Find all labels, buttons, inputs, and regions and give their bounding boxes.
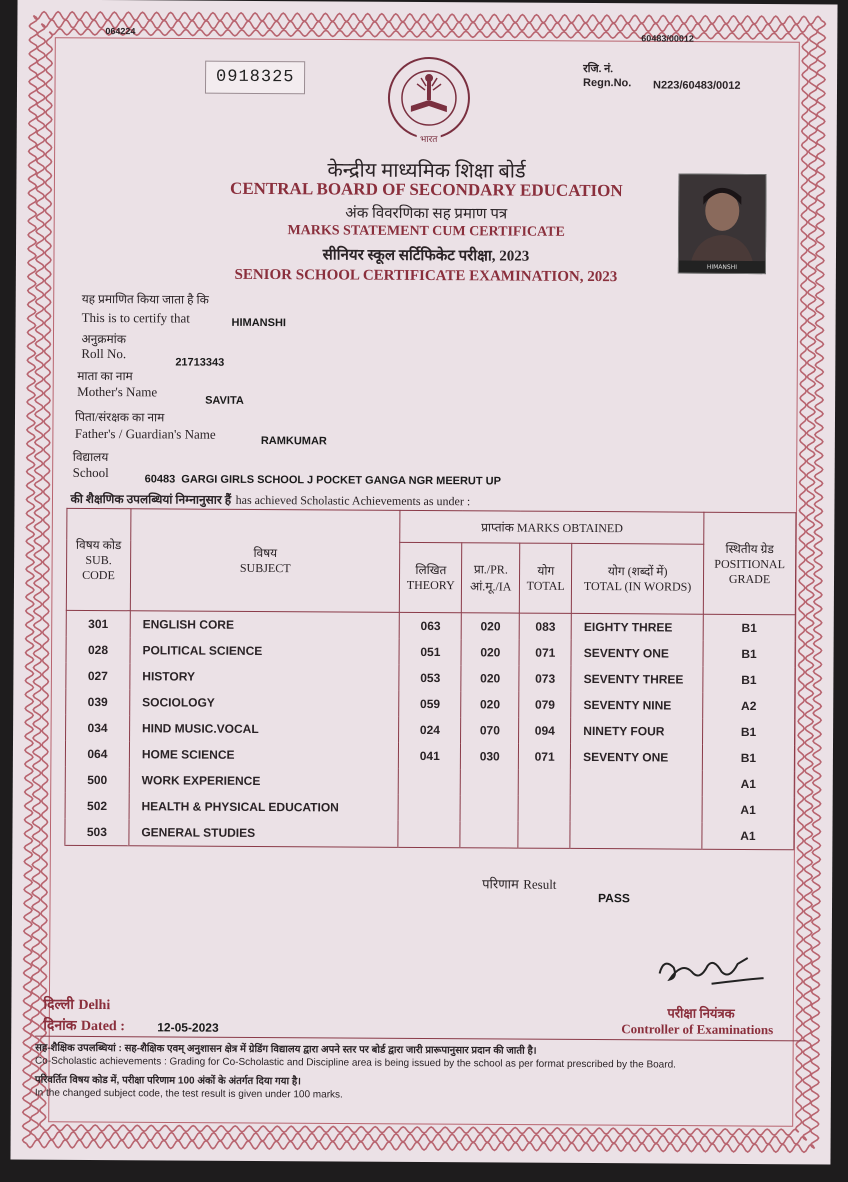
note-1-hi: सह-शैक्षिक उपलब्धियां : सह-शैक्षिक एवम् अनुशासन क्षेत्र में ग्रेडिंग विद्यालय द्वारा अपने स्तर पर बोर्ड द्वारा जारी प्रारूपानुसार प्रदान की जाती है।	[35, 1042, 537, 1057]
exam-title-hindi: सीनियर स्कूल सर्टिफिकेट परीक्षा, 2023	[322, 247, 530, 265]
subject-name: SOCIOLOGY	[130, 689, 400, 717]
subject-name: WORK EXPERIENCE	[129, 767, 399, 795]
subject-code: 027	[66, 663, 130, 689]
subject-name: HIND MUSIC.VOCAL	[129, 715, 399, 743]
school-label-en: School	[72, 464, 109, 481]
school-name: 60483 GARGI GIRLS SCHOOL J POCKET GANGA NGR MEERUT UP	[144, 473, 501, 488]
theory-marks	[398, 821, 460, 847]
place: दिल्ली Delhi	[43, 997, 111, 1014]
photo-caption: HIMANSHI	[706, 263, 738, 271]
subject-code: 301	[66, 610, 130, 637]
student-photo	[678, 174, 767, 275]
mother-name: SAVITA	[205, 394, 244, 407]
positional-grade: B1	[703, 719, 795, 746]
board-name-hindi: केन्द्रीय माध्यमिक शिक्षा बोर्ड	[327, 159, 526, 183]
subject-code: 034	[66, 715, 130, 741]
subject-code: 028	[66, 637, 130, 663]
total-marks: 071	[519, 743, 571, 769]
positional-grade: A1	[702, 797, 794, 824]
achievement-hi: की शैक्षणिक उपलब्धियां निम्नानुसार हैं	[70, 491, 232, 507]
header-subject: विषय SUBJECT	[130, 509, 400, 612]
total-in-words	[570, 822, 702, 849]
subject-name: ENGLISH CORE	[130, 610, 400, 638]
mother-label-en: Mother's Name	[77, 383, 158, 400]
positional-grade: B1	[703, 667, 795, 694]
total-marks: 079	[519, 691, 571, 717]
doc-title-hindi: अंक विवरणिका सह प्रमाण पत्र	[345, 205, 508, 223]
subject-name: HEALTH & PHYSICAL EDUCATION	[129, 793, 399, 821]
total-marks	[518, 821, 570, 847]
roll-label-hi: अनुक्रमांक	[81, 331, 127, 347]
serial-number: 0918325	[205, 61, 306, 95]
header-positional-grade: स्थितीय ग्रेड POSITIONAL GRADE	[703, 512, 796, 614]
note-1-en: Co-Scholastic achievements : Grading for Co-Scholastic and Discipline area is being issued by the school as per format prescribed by the Board.	[35, 1055, 676, 1071]
total-marks: 071	[519, 639, 571, 665]
theory-marks	[398, 795, 460, 821]
achievement-statement	[70, 490, 470, 510]
regn-number: N223/60483/0012	[653, 79, 741, 92]
practical-marks	[460, 821, 518, 847]
subject-code: 503	[65, 819, 129, 845]
total-in-words: SEVENTY NINE	[571, 692, 703, 719]
issue-date: 12-05-2023	[157, 1020, 219, 1035]
marks-table	[64, 508, 796, 850]
subject-code: 064	[65, 741, 129, 767]
practical-marks: 020	[461, 665, 519, 691]
roll-label-en: Roll No.	[81, 345, 127, 362]
result-label: परिणाम Result	[482, 876, 557, 892]
total-marks: 073	[519, 665, 571, 691]
note-2-en: In the changed subject code, the test result is given under 100 marks.	[34, 1087, 343, 1101]
theory-marks: 024	[399, 717, 461, 743]
header-marks-obtained: प्राप्तांक MARKS OBTAINED	[400, 510, 704, 543]
total-in-words: SEVENTY THREE	[571, 666, 703, 693]
right-code: 60483/00012	[641, 33, 694, 44]
date-label: दिनांक Dated :	[43, 1018, 125, 1035]
practical-marks: 020	[461, 612, 519, 639]
theory-marks	[399, 769, 461, 795]
exam-title-english: SENIOR SCHOOL CERTIFICATE EXAMINATION, 2023	[234, 266, 618, 286]
cbse-emblem	[381, 54, 478, 151]
practical-marks: 020	[461, 691, 519, 717]
subject-name: GENERAL STUDIES	[129, 819, 399, 847]
father-label-hi: पिता/संरक्षक का नाम	[74, 409, 165, 425]
total-in-words: SEVENTY ONE	[571, 640, 703, 667]
theory-marks: 059	[399, 691, 461, 717]
roll-number: 21713343	[175, 356, 225, 369]
positional-grade: B1	[703, 614, 795, 641]
achievement-en: has achieved Scholastic Achievements as under :	[235, 492, 471, 509]
subject-code: 502	[65, 793, 129, 819]
total-marks	[518, 795, 570, 821]
total-marks	[518, 769, 570, 795]
note-2-hi: परिवर्तित विषय कोड में, परीक्षा परिणाम 100 अंकों के अंतर्गत दिया गया है।	[34, 1074, 301, 1088]
regn-label-hi: रजि. नं.	[583, 62, 614, 76]
practical-marks: 020	[461, 639, 519, 665]
total-in-words: NINETY FOUR	[571, 718, 703, 745]
total-marks: 083	[519, 613, 571, 640]
positional-grade: A1	[702, 771, 794, 798]
subject-code: 500	[65, 767, 129, 793]
controller-title-hi: परीक्षा नियंत्रक	[667, 1005, 735, 1021]
left-code: 064224	[105, 26, 136, 37]
positional-grade: A1	[702, 823, 794, 850]
positional-grade: A2	[703, 693, 795, 720]
header-total-words: योग (शब्दों में) TOTAL (IN WORDS)	[572, 543, 704, 614]
certify-label-hi: यह प्रमाणित किया जाता है कि	[81, 291, 209, 307]
practical-marks: 070	[461, 717, 519, 743]
header-practical: प्रा./PR. आं.मू./IA	[462, 542, 520, 612]
subject-name: HISTORY	[130, 663, 400, 691]
practical-marks	[460, 795, 518, 821]
total-in-words	[570, 796, 702, 823]
practical-marks	[461, 769, 519, 795]
theory-marks: 063	[400, 612, 462, 639]
header-total: योग TOTAL	[520, 543, 572, 613]
school-label-hi: विद्यालय	[72, 449, 109, 465]
result-value: PASS	[598, 891, 630, 906]
doc-title-english: MARKS STATEMENT CUM CERTIFICATE	[287, 223, 565, 240]
positional-grade: B1	[703, 641, 795, 668]
positional-grade: B1	[702, 745, 794, 772]
header-sub-code: विषय कोड SUB. CODE	[66, 508, 131, 610]
total-in-words	[570, 770, 702, 797]
father-label-en: Father's / Guardian's Name	[74, 425, 216, 442]
board-name-english: CENTRAL BOARD OF SECONDARY EDUCATION	[230, 178, 623, 201]
header-theory: लिखित THEORY	[400, 542, 462, 612]
father-name: RAMKUMAR	[260, 435, 327, 448]
regn-label-en: Regn.No.	[583, 76, 632, 90]
controller-title-en: Controller of Examinations	[621, 1021, 774, 1038]
mother-label-hi: माता का नाम	[77, 368, 133, 384]
total-in-words: EIGHTY THREE	[571, 613, 703, 640]
subject-code: 039	[66, 689, 130, 715]
subject-name: HOME SCIENCE	[129, 741, 399, 769]
emblem-bottom-text: भारत	[419, 134, 438, 146]
total-in-words: SEVENTY ONE	[571, 744, 703, 771]
controller-signature	[651, 943, 771, 999]
theory-marks: 053	[399, 665, 461, 691]
theory-marks: 041	[399, 743, 461, 769]
theory-marks: 051	[399, 639, 461, 665]
student-name: HIMANSHI	[231, 316, 287, 330]
total-marks: 094	[519, 717, 571, 743]
certificate-paper	[10, 0, 837, 1164]
certify-label-en: This is to certify that	[81, 309, 190, 326]
practical-marks: 030	[461, 743, 519, 769]
subject-name: POLITICAL SCIENCE	[130, 637, 400, 665]
